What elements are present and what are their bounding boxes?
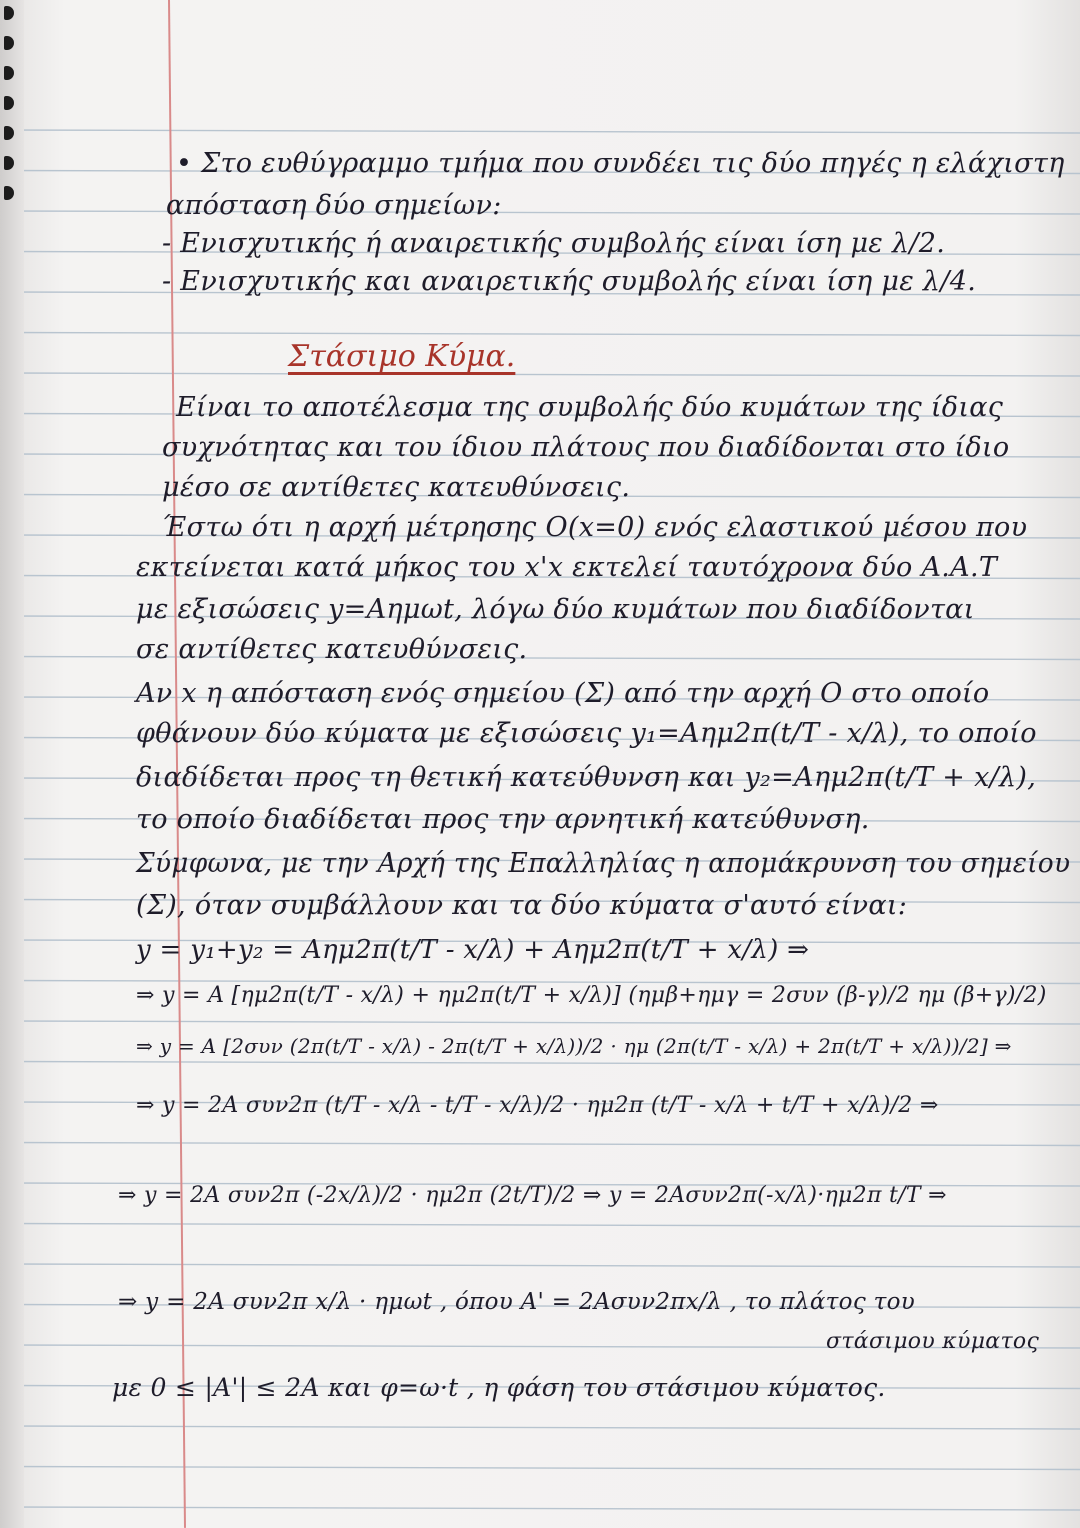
equation-line: ⇒ y = 2A συν2π (-2x/λ)/2 · ημ2π (2t/T)/2 ⇒ y = 2Aσυν2π(-x/λ)·ημ2π t/T ⇒ <box>118 1183 947 1208</box>
equation-line: ⇒ y = 2A συν2π (t/T - x/λ - t/T - x/λ)/2 · ημ2π (t/T - x/λ + t/T + x/λ)/2 ⇒ <box>136 1093 939 1118</box>
note-line: Σύμφωνα, με την Αρχή της Επαλληλίας η απομάκρυνση του σημείου <box>136 848 1071 879</box>
note-line: φθάνουν δύο κύματα με εξισώσεις y₁=Aημ2π(t/T - x/λ), το οποίο <box>136 718 1037 749</box>
note-line: - Ενισχυτικής ή αναιρετικής συμβολής είναι ίση με λ/2. <box>162 228 946 259</box>
note-line: μέσο σε αντίθετες κατευθύνσεις. <box>162 472 631 503</box>
equation-line: ⇒ y = A [2συν (2π(t/T - x/λ) - 2π(t/T + x/λ))/2 · ημ (2π(t/T - x/λ) + 2π(t/T + x/λ))/2] ⇒ <box>136 1034 1012 1058</box>
equation-line: y = y₁+y₂ = Aημ2π(t/T - x/λ) + Aημ2π(t/T + x/λ) ⇒ <box>136 935 810 965</box>
note-line: Είναι το αποτέλεσμα της συμβολής δύο κυμάτων της ίδιας <box>176 392 1004 423</box>
note-line: απόσταση δύο σημείων: <box>166 190 502 221</box>
note-line: εκτείνεται κατά μήκος του x'x εκτελεί ταυτόχρονα δύο Α.Α.Τ <box>136 552 998 583</box>
note-line: • Στο ευθύγραμμο τμήμα που συνδέει τις δύο πηγές η ελάχιστη <box>176 148 1065 179</box>
note-line: Αν x η απόσταση ενός σημείου (Σ) από την αρχή Ο στο οποίο <box>136 678 990 709</box>
equation-line: ⇒ y = 2A συν2π x/λ · ημωt , όπου A' = 2Aσυν2πx/λ , το πλάτος του <box>118 1289 916 1315</box>
note-line: διαδίδεται προς τη θετική κατεύθυνση και y₂=Aημ2π(t/T + x/λ), <box>136 762 1037 793</box>
note-line: - Ενισχυτικής και αναιρετικής συμβολής είναι ίση με λ/4. <box>162 266 977 297</box>
equation-line: στάσιμου κύματος <box>826 1329 1040 1354</box>
note-line: Έστω ότι η αρχή μέτρησης Ο(x=0) ενός ελαστικού μέσου που <box>162 512 1028 543</box>
note-line: με εξισώσεις y=Aημωt, λόγω δύο κυμάτων που διαδίδονται <box>136 594 975 625</box>
note-line: (Σ), όταν συμβάλλουν και τα δύο κύματα σ'αυτό είναι: <box>136 890 908 921</box>
equation-line: ⇒ y = A [ημ2π(t/T - x/λ) + ημ2π(t/T + x/λ)] (ημβ+ημγ = 2συν (β-γ)/2 ημ (β+γ)/2) <box>136 983 1047 1008</box>
note-line: σε αντίθετες κατευθύνσεις. <box>136 634 528 665</box>
note-line: συχνότητας και του ίδιου πλάτους που διαδίδονται στο ίδιο <box>162 432 1010 463</box>
section-title: Στάσιμο Κύμα. <box>288 339 516 374</box>
note-line: το οποίο διαδίδεται προς την αρνητική κατεύθυνση. <box>136 804 870 835</box>
note-line: με 0 ≤ |A'| ≤ 2A και φ=ω·t , η φάση του στάσιμου κύματος. <box>112 1373 886 1402</box>
